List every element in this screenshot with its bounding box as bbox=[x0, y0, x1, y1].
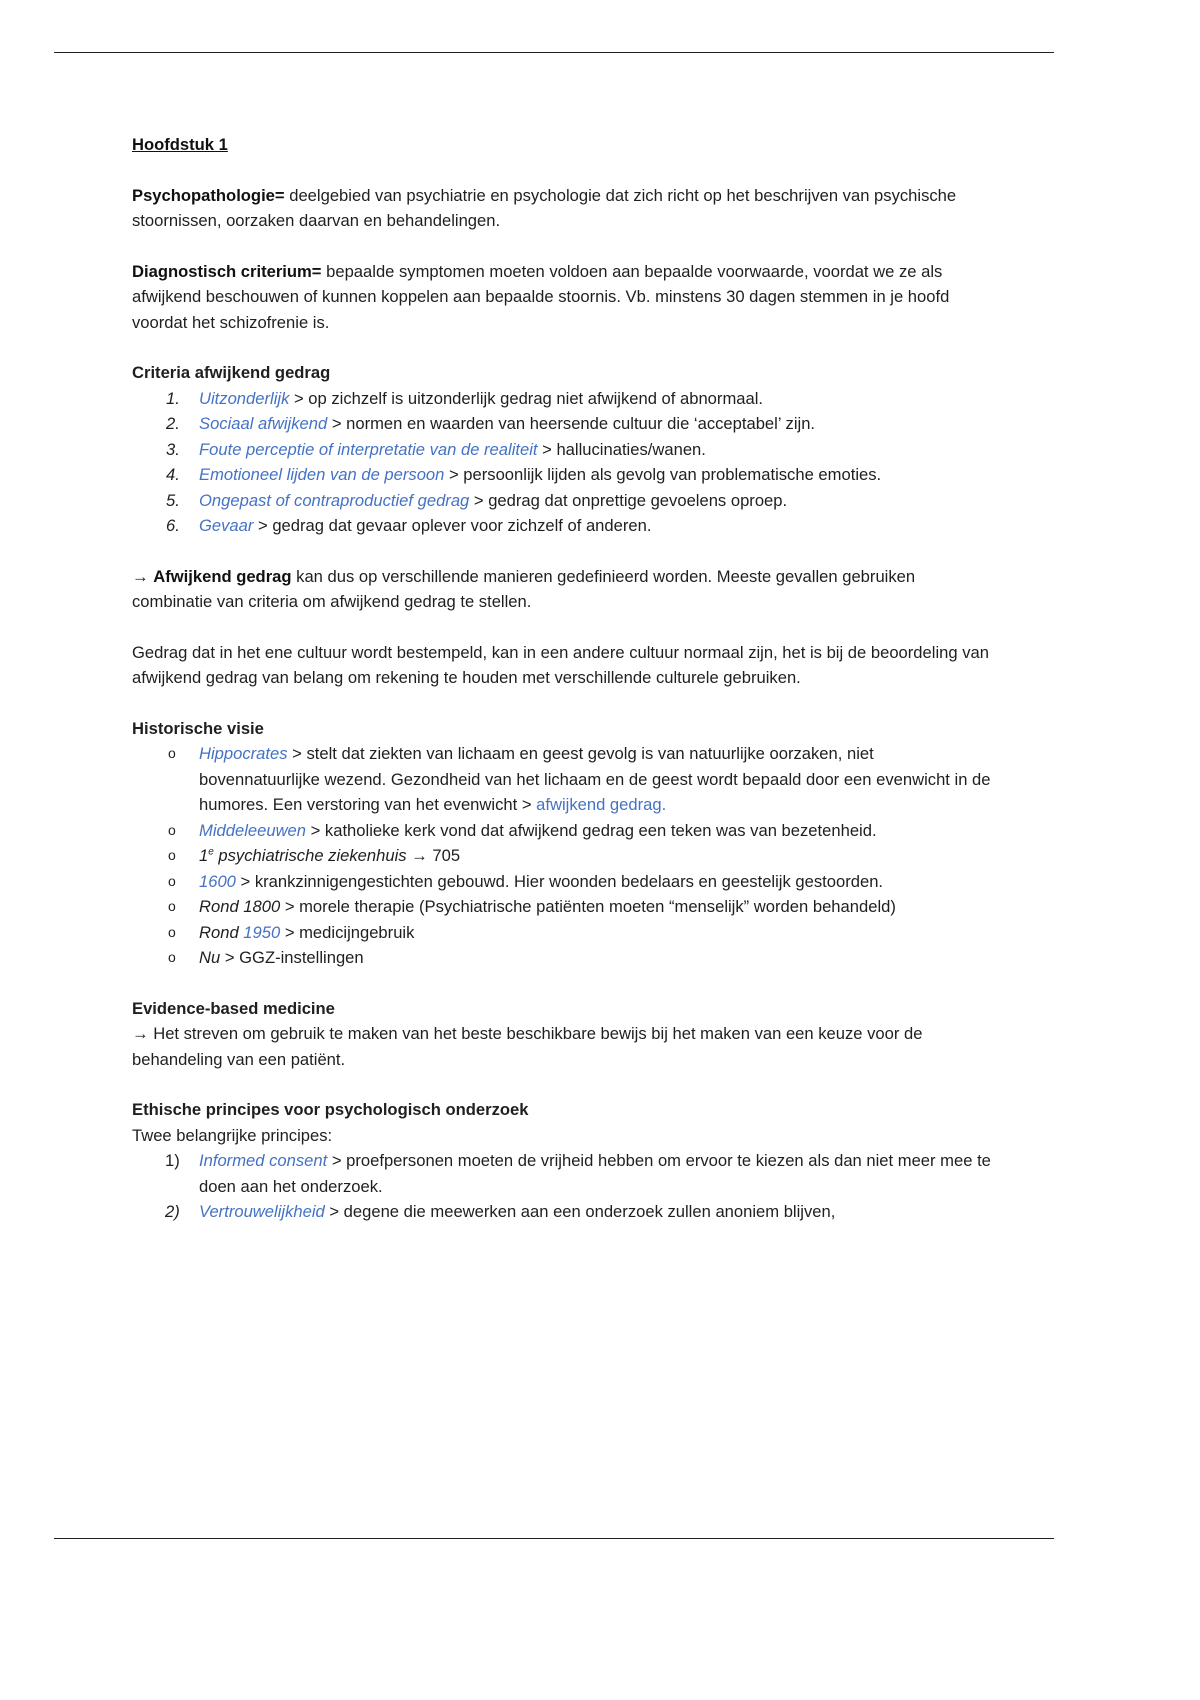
bullet-icon: o bbox=[168, 923, 176, 940]
afwijkend-gedrag-paragraph: → Afwijkend gedrag kan dus op verschillende manieren gedefinieerd worden. Meeste gevallen gebruiken combinatie van criteria om afwijkend gedrag te stellen. bbox=[132, 566, 916, 611]
bullet-icon: o bbox=[168, 821, 176, 838]
term: Psychopathologie= bbox=[132, 185, 285, 205]
definition-text: bepaalde symptomen moeten voldoen aan bepaalde voorwaarde, voordat we ze als afwijkend beschouwen of kunnen koppelen aan bepaalde stoornis. Vb. minstens 30 dagen stemmen in je hoofd voordat het schizofrenie is. bbox=[132, 261, 950, 332]
bullet-icon: o bbox=[168, 872, 176, 889]
list-item: 3. Foute perceptie of interpretatie van de realiteit > hallucinaties/wanen. bbox=[166, 439, 706, 459]
definition-psychopathologie bbox=[132, 183, 992, 234]
document-body bbox=[132, 132, 992, 1250]
section-heading-evidence: Evidence-based medicine bbox=[132, 998, 335, 1018]
cultuur-paragraph: Gedrag dat in het ene cultuur wordt bestempeld, kan in een andere cultuur normaal zijn, het is bij de beoordeling van afwijkend gedrag van belang om rekening te houden met verschillende culturele gebruiken. bbox=[132, 642, 989, 687]
bullet-icon: o bbox=[168, 949, 176, 965]
list-item: o Middeleeuwen > katholieke kerk vond dat afwijkend gedrag een teken was van bezetenheid. bbox=[132, 818, 992, 844]
list-item: 6. Gevaar > gedrag dat gevaar oplever voor zichzelf of anderen. bbox=[166, 516, 652, 535]
list-item: o Rond 1950 > medicijngebruik bbox=[132, 920, 992, 946]
ethisch-intro: Twee belangrijke principes: bbox=[132, 1125, 333, 1145]
section-heading-ethisch: Ethische principes voor psychologisch onderzoek bbox=[132, 1100, 529, 1119]
list-item: 1) Informed consent > proefpersonen moeten de vrijheid hebben om ervoor te kiezen als dan niet meer mee te doen aan het onderzoek. bbox=[165, 1151, 991, 1196]
list-item: o 1600 > krankzinnigengestichten gebouwd. Hier woonden bedelaars en geestelijk gestoorden. bbox=[132, 869, 992, 895]
footer-rule bbox=[54, 1538, 1054, 1539]
list-item: o Hippocrates > stelt dat ziekten van lichaam en geest gevolg is van natuurlijke oorzaken, niet bovennatuurlijke wezend. Gezondheid van het lichaam en de geest wordt bepaald door een evenwicht in de humores. Een verstoring van het evenwicht > afwijkend gedrag. bbox=[132, 741, 992, 818]
list-item: 2) Vertrouwelijkheid > degene die meewerken aan een onderzoek zullen anoniem blijven, bbox=[165, 1202, 836, 1221]
chapter-heading: Hoofdstuk 1 bbox=[132, 135, 228, 154]
criteria-list bbox=[132, 386, 992, 539]
bullet-icon: o bbox=[168, 745, 176, 761]
list-item: o 1e psychiatrische ziekenhuis → 705 bbox=[132, 843, 992, 869]
evidence-paragraph: → Het streven om gebruik te maken van het beste beschikbare bewijs bij het maken van een keuze voor de behandeling van een patiënt. bbox=[132, 1024, 923, 1069]
list-item: 5. Ongepast of contraproductief gedrag > gedrag dat onprettige gevoelens oproep. bbox=[166, 490, 788, 510]
bullet-icon: o bbox=[168, 847, 176, 863]
term: Diagnostisch criterium= bbox=[132, 261, 322, 281]
bullet-icon: o bbox=[168, 898, 176, 914]
list-item: o Nu > GGZ-instellingen bbox=[132, 945, 992, 971]
list-item: o Rond 1800 > morele therapie (Psychiatrische patiënten moeten “menselijk” worden behandeld) bbox=[132, 894, 992, 920]
section-heading-criteria: Criteria afwijkend gedrag bbox=[132, 363, 331, 382]
arrow-icon: → bbox=[132, 566, 154, 586]
header-rule bbox=[54, 52, 1054, 53]
ethisch-list bbox=[132, 1148, 992, 1225]
list-item: 2. Sociaal afwijkend > normen en waarden van heersende cultuur die ‘acceptabel’ zijn. bbox=[166, 414, 816, 433]
definition-text: deelgebied van psychiatrie en psychologie dat zich richt op het beschrijven van psychische stoornissen, oorzaken daarvan en behandelingen. bbox=[132, 185, 957, 230]
section-heading-historisch: Historische visie bbox=[132, 718, 264, 738]
definition-diagnostisch bbox=[132, 259, 992, 336]
list-item: 1. Uitzonderlijk > op zichzelf is uitzonderlijk gedrag niet afwijkend of abnormaal. bbox=[166, 388, 764, 408]
list-item: 4. Emotioneel lijden van de persoon > persoonlijk lijden als gevolg van problematische emoties. bbox=[166, 465, 882, 484]
historisch-list bbox=[132, 741, 992, 971]
